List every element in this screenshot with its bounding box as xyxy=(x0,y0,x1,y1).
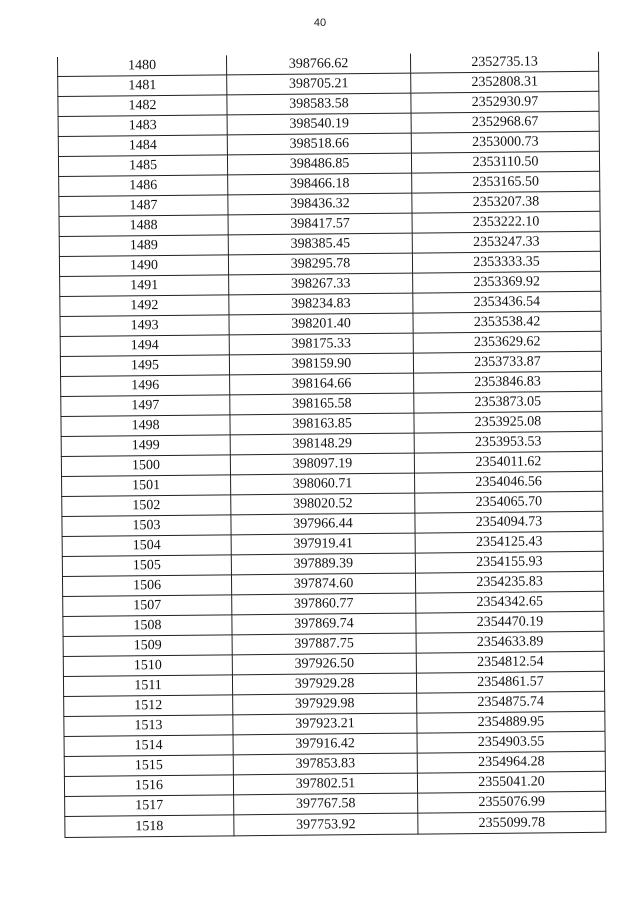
x-coordinate-cell: 397869.74 xyxy=(232,613,416,635)
x-coordinate-cell: 398295.78 xyxy=(228,253,412,275)
y-coordinate-cell: 2353110.50 xyxy=(411,151,599,173)
y-coordinate-cell: 2354155.93 xyxy=(415,551,603,573)
point-number-cell: 1491 xyxy=(60,275,229,297)
y-coordinate-cell: 2353333.35 xyxy=(412,251,600,273)
point-number-cell: 1507 xyxy=(63,595,232,617)
y-coordinate-cell: 2354875.74 xyxy=(417,691,605,713)
x-coordinate-cell: 398148.29 xyxy=(230,433,414,455)
point-number-cell: 1488 xyxy=(59,215,228,237)
point-number-cell: 1481 xyxy=(58,75,227,97)
point-number-cell: 1489 xyxy=(59,235,228,257)
y-coordinate-cell: 2354964.28 xyxy=(417,751,605,773)
y-coordinate-cell: 2353222.10 xyxy=(412,211,600,233)
coordinates-table xyxy=(57,52,606,838)
x-coordinate-cell: 397874.60 xyxy=(231,573,415,595)
y-coordinate-cell: 2353165.50 xyxy=(412,171,600,193)
y-coordinate-cell: 2352930.97 xyxy=(411,91,599,113)
y-coordinate-cell: 2354812.54 xyxy=(416,651,604,673)
point-number-cell: 1513 xyxy=(64,715,233,737)
point-number-cell: 1480 xyxy=(57,55,226,76)
point-number-cell: 1497 xyxy=(61,395,230,417)
x-coordinate-cell: 398766.62 xyxy=(226,54,410,75)
x-coordinate-cell: 398705.21 xyxy=(227,73,411,95)
point-number-cell: 1504 xyxy=(62,535,231,557)
point-number-cell: 1508 xyxy=(63,615,232,637)
point-number-cell: 1511 xyxy=(63,675,232,697)
y-coordinate-cell: 2355076.99 xyxy=(418,791,606,813)
y-coordinate-cell: 2353629.62 xyxy=(413,331,601,353)
point-number-cell: 1492 xyxy=(60,295,229,317)
point-number-cell: 1506 xyxy=(62,575,231,597)
x-coordinate-cell: 398385.45 xyxy=(228,233,412,255)
point-number-cell: 1518 xyxy=(65,815,234,838)
y-coordinate-cell: 2354011.62 xyxy=(414,451,602,473)
y-coordinate-cell: 2354470.19 xyxy=(416,611,604,633)
x-coordinate-cell: 398436.32 xyxy=(228,193,412,215)
point-number-cell: 1515 xyxy=(64,755,233,777)
x-coordinate-cell: 397919.41 xyxy=(231,533,415,555)
point-number-cell: 1514 xyxy=(64,735,233,757)
point-number-cell: 1512 xyxy=(64,695,233,717)
point-number-cell: 1490 xyxy=(59,255,228,277)
y-coordinate-cell: 2354094.73 xyxy=(415,511,603,533)
y-coordinate-cell: 2353925.08 xyxy=(414,411,602,433)
x-coordinate-cell: 398165.58 xyxy=(230,393,414,415)
x-coordinate-cell: 397923.21 xyxy=(233,713,417,735)
x-coordinate-cell: 398097.19 xyxy=(230,453,414,475)
x-coordinate-cell: 397926.50 xyxy=(232,653,416,675)
x-coordinate-cell: 398159.90 xyxy=(229,353,413,375)
x-coordinate-cell: 398201.40 xyxy=(229,313,413,335)
x-coordinate-cell: 398163.85 xyxy=(230,413,414,435)
point-number-cell: 1500 xyxy=(61,455,230,477)
point-number-cell: 1502 xyxy=(62,495,231,517)
x-coordinate-cell: 398234.83 xyxy=(229,293,413,315)
point-number-cell: 1494 xyxy=(60,335,229,357)
point-number-cell: 1485 xyxy=(58,155,227,177)
y-coordinate-cell: 2354342.65 xyxy=(416,591,604,613)
y-coordinate-cell: 2353953.53 xyxy=(414,431,602,453)
x-coordinate-cell: 397916.42 xyxy=(233,733,417,755)
x-coordinate-cell: 398164.66 xyxy=(230,373,414,395)
point-number-cell: 1493 xyxy=(60,315,229,337)
point-number-cell: 1509 xyxy=(63,635,232,657)
x-coordinate-cell: 397889.39 xyxy=(231,553,415,575)
point-number-cell: 1487 xyxy=(59,195,228,217)
x-coordinate-cell: 398060.71 xyxy=(231,473,415,495)
x-coordinate-cell: 398020.52 xyxy=(231,493,415,515)
y-coordinate-cell: 2354046.56 xyxy=(415,471,603,493)
page-number: 40 xyxy=(313,17,327,29)
x-coordinate-cell: 397860.77 xyxy=(232,593,416,615)
point-number-cell: 1517 xyxy=(65,795,234,817)
x-coordinate-cell: 397853.83 xyxy=(233,753,417,775)
y-coordinate-cell: 2354889.95 xyxy=(417,711,605,733)
y-coordinate-cell: 2352808.31 xyxy=(411,71,599,93)
x-coordinate-cell: 397887.75 xyxy=(232,633,416,655)
y-coordinate-cell: 2352968.67 xyxy=(411,111,599,133)
point-number-cell: 1505 xyxy=(62,555,231,577)
y-coordinate-cell: 2354065.70 xyxy=(415,491,603,513)
point-number-cell: 1486 xyxy=(59,175,228,197)
table-row xyxy=(65,811,606,837)
y-coordinate-cell: 2353207.38 xyxy=(412,191,600,213)
point-number-cell: 1483 xyxy=(58,115,227,137)
x-coordinate-cell: 398583.58 xyxy=(227,93,411,115)
y-coordinate-cell: 2353538.42 xyxy=(413,311,601,333)
point-number-cell: 1503 xyxy=(62,515,231,537)
y-coordinate-cell: 2354903.55 xyxy=(417,731,605,753)
x-coordinate-cell: 398540.19 xyxy=(227,113,411,135)
x-coordinate-cell: 397753.92 xyxy=(234,813,418,836)
x-coordinate-cell: 397767.58 xyxy=(234,793,418,815)
y-coordinate-cell: 2353247.33 xyxy=(412,231,600,253)
x-coordinate-cell: 398486.85 xyxy=(227,153,411,175)
point-number-cell: 1501 xyxy=(62,475,231,497)
y-coordinate-cell: 2353369.92 xyxy=(413,271,601,293)
y-coordinate-cell: 2353733.87 xyxy=(413,351,601,373)
y-coordinate-cell: 2354125.43 xyxy=(415,531,603,553)
point-number-cell: 1498 xyxy=(61,415,230,437)
point-number-cell: 1495 xyxy=(60,355,229,377)
y-coordinate-cell: 2354633.89 xyxy=(416,631,604,653)
x-coordinate-cell: 397802.51 xyxy=(233,773,417,795)
y-coordinate-cell: 2353846.83 xyxy=(414,371,602,393)
point-number-cell: 1482 xyxy=(58,95,227,117)
point-number-cell: 1496 xyxy=(61,375,230,397)
coordinates-table-body xyxy=(57,52,605,838)
y-coordinate-cell: 2355041.20 xyxy=(417,771,605,793)
y-coordinate-cell: 2355099.78 xyxy=(418,811,606,834)
x-coordinate-cell: 398175.33 xyxy=(229,333,413,355)
x-coordinate-cell: 397929.98 xyxy=(233,693,417,715)
y-coordinate-cell: 2353873.05 xyxy=(414,391,602,413)
point-number-cell: 1510 xyxy=(63,655,232,677)
point-number-cell: 1499 xyxy=(61,435,230,457)
y-coordinate-cell: 2352735.13 xyxy=(410,52,598,73)
x-coordinate-cell: 398417.57 xyxy=(228,213,412,235)
point-number-cell: 1484 xyxy=(58,135,227,157)
x-coordinate-cell: 398267.33 xyxy=(229,273,413,295)
x-coordinate-cell: 397929.28 xyxy=(232,673,416,695)
x-coordinate-cell: 397966.44 xyxy=(231,513,415,535)
x-coordinate-cell: 398466.18 xyxy=(228,173,412,195)
y-coordinate-cell: 2353436.54 xyxy=(413,291,601,313)
x-coordinate-cell: 398518.66 xyxy=(227,133,411,155)
y-coordinate-cell: 2354861.57 xyxy=(416,671,604,693)
point-number-cell: 1516 xyxy=(64,775,233,797)
y-coordinate-cell: 2354235.83 xyxy=(415,571,603,593)
y-coordinate-cell: 2353000.73 xyxy=(411,131,599,153)
